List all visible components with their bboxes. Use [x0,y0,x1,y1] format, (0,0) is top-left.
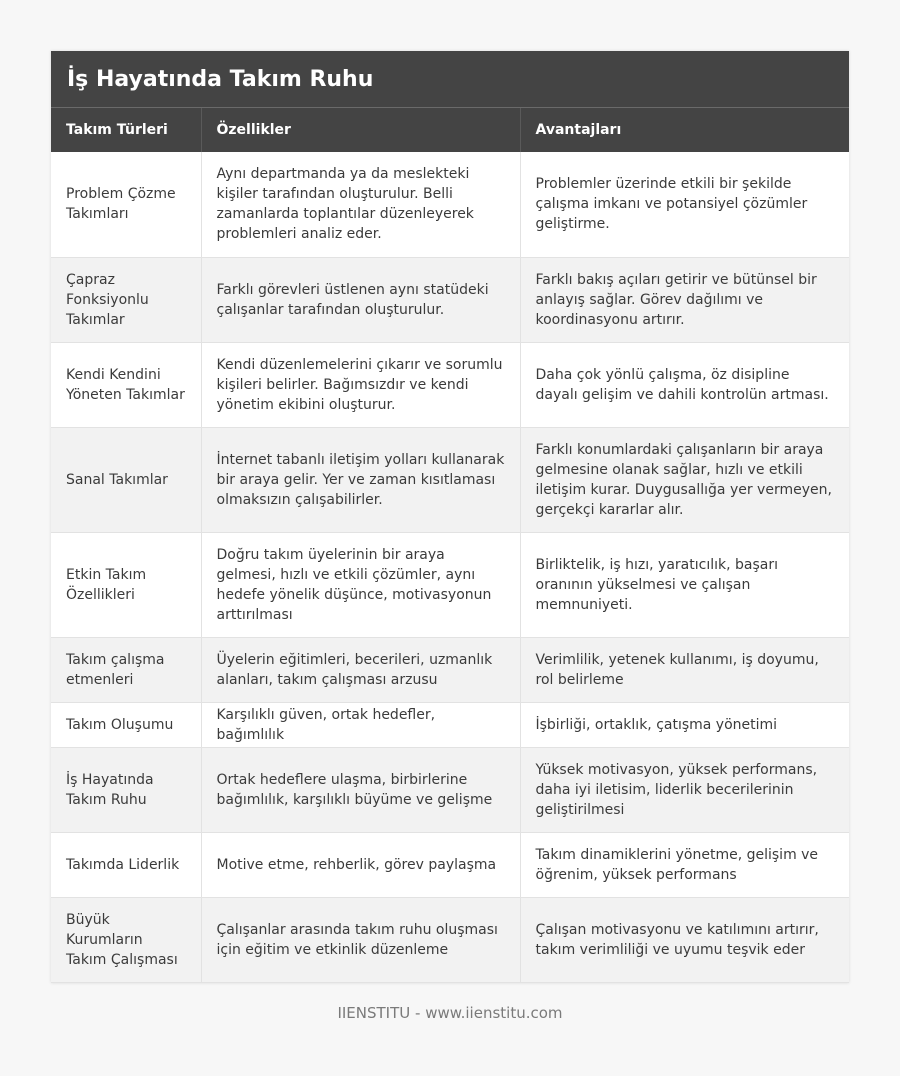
table-header-row [51,108,849,152]
cell-features: Üyelerin eğitimleri, becerileri, uzmanlık alanları, takım çalışması arzusu [201,637,520,702]
cell-team-type: Takım çalışma etmenleri [51,637,201,702]
cell-advantages: Birliktelik, iş hızı, yaratıcılık, başarı oranının yükselmesi ve çalışan memnuniyeti. [520,532,849,637]
cell-features: Ortak hedeflere ulaşma, birbirlerine bağımlılık, karşılıklı büyüme ve gelişme [201,747,520,832]
cell-advantages: Problemler üzerinde etkili bir şekilde çalışma imkanı ve potansiyel çözümler geliştirme. [520,152,849,257]
column-header-team-types: Takım Türleri [51,108,201,152]
cell-team-type: Büyük Kurumların Takım Çalışması [51,897,201,982]
cell-advantages: Verimlilik, yetenek kullanımı, iş doyumu, rol belirleme [520,637,849,702]
cell-features: Aynı departmanda ya da meslekteki kişiler tarafından oluşturulur. Belli zamanlarda toplantılar düzenleyerek problemleri analiz eder. [201,152,520,257]
cell-team-type: Çapraz Fonksiyonlu Takımlar [51,257,201,342]
cell-team-type: Sanal Takımlar [51,427,201,532]
table-row [51,257,849,342]
cell-team-type: Takım Oluşumu [51,702,201,747]
table-row [51,702,849,747]
table-row [51,747,849,832]
cell-features: Farklı görevleri üstlenen aynı statüdeki çalışanlar tarafından oluşturulur. [201,257,520,342]
cell-advantages: Takım dinamiklerini yönetme, gelişim ve öğrenim, yüksek performans [520,832,849,897]
team-types-table [51,108,849,983]
cell-features: Motive etme, rehberlik, görev paylaşma [201,832,520,897]
cell-features: Doğru takım üyelerinin bir araya gelmesi, hızlı ve etkili çözümler, aynı hedefe yönelik düşünce, motivasyonun arttırılması [201,532,520,637]
cell-features: Çalışanlar arasında takım ruhu oluşması için eğitim ve etkinlik düzenleme [201,897,520,982]
table-row [51,152,849,257]
cell-team-type: Problem Çözme Takımları [51,152,201,257]
page-title: İş Hayatında Takım Ruhu [51,51,849,108]
column-header-advantages: Avantajları [520,108,849,152]
table-card [51,51,849,983]
cell-advantages: Daha çok yönlü çalışma, öz disipline dayalı gelişim ve dahili kontrolün artması. [520,342,849,427]
cell-features: İnternet tabanlı iletişim yolları kullanarak bir araya gelir. Yer ve zaman kısıtlaması olmaksızın çalışabilirler. [201,427,520,532]
table-row [51,897,849,982]
cell-features: Karşılıklı güven, ortak hedefler, bağımlılık [201,702,520,747]
table-row [51,532,849,637]
table-row [51,427,849,532]
column-header-features: Özellikler [201,108,520,152]
cell-team-type: İş Hayatında Takım Ruhu [51,747,201,832]
cell-advantages: Farklı konumlardaki çalışanların bir araya gelmesine olanak sağlar, hızlı ve etkili iletişim kurar. Duygusallığa yer vermeyen, gerçekçi kararlar alır. [520,427,849,532]
footer-credit: IIENSTITU - www.iienstitu.com [337,1004,563,1022]
cell-features: Kendi düzenlemelerini çıkarır ve sorumlu kişileri belirler. Bağımsızdır ve kendi yönetim ekibini oluşturur. [201,342,520,427]
table-row [51,342,849,427]
cell-team-type: Takımda Liderlik [51,832,201,897]
table-row [51,637,849,702]
cell-team-type: Kendi Kendini Yöneten Takımlar [51,342,201,427]
table-row [51,832,849,897]
cell-advantages: Çalışan motivasyonu ve katılımını artırır, takım verimliliği ve uyumu teşvik eder [520,897,849,982]
cell-advantages: İşbirliği, ortaklık, çatışma yönetimi [520,702,849,747]
cell-advantages: Yüksek motivasyon, yüksek performans, daha iyi iletisim, liderlik becerilerinin geliştirilmesi [520,747,849,832]
cell-advantages: Farklı bakış açıları getirir ve bütünsel bir anlayış sağlar. Görev dağılımı ve koordinasyonu artırır. [520,257,849,342]
cell-team-type: Etkin Takım Özellikleri [51,532,201,637]
